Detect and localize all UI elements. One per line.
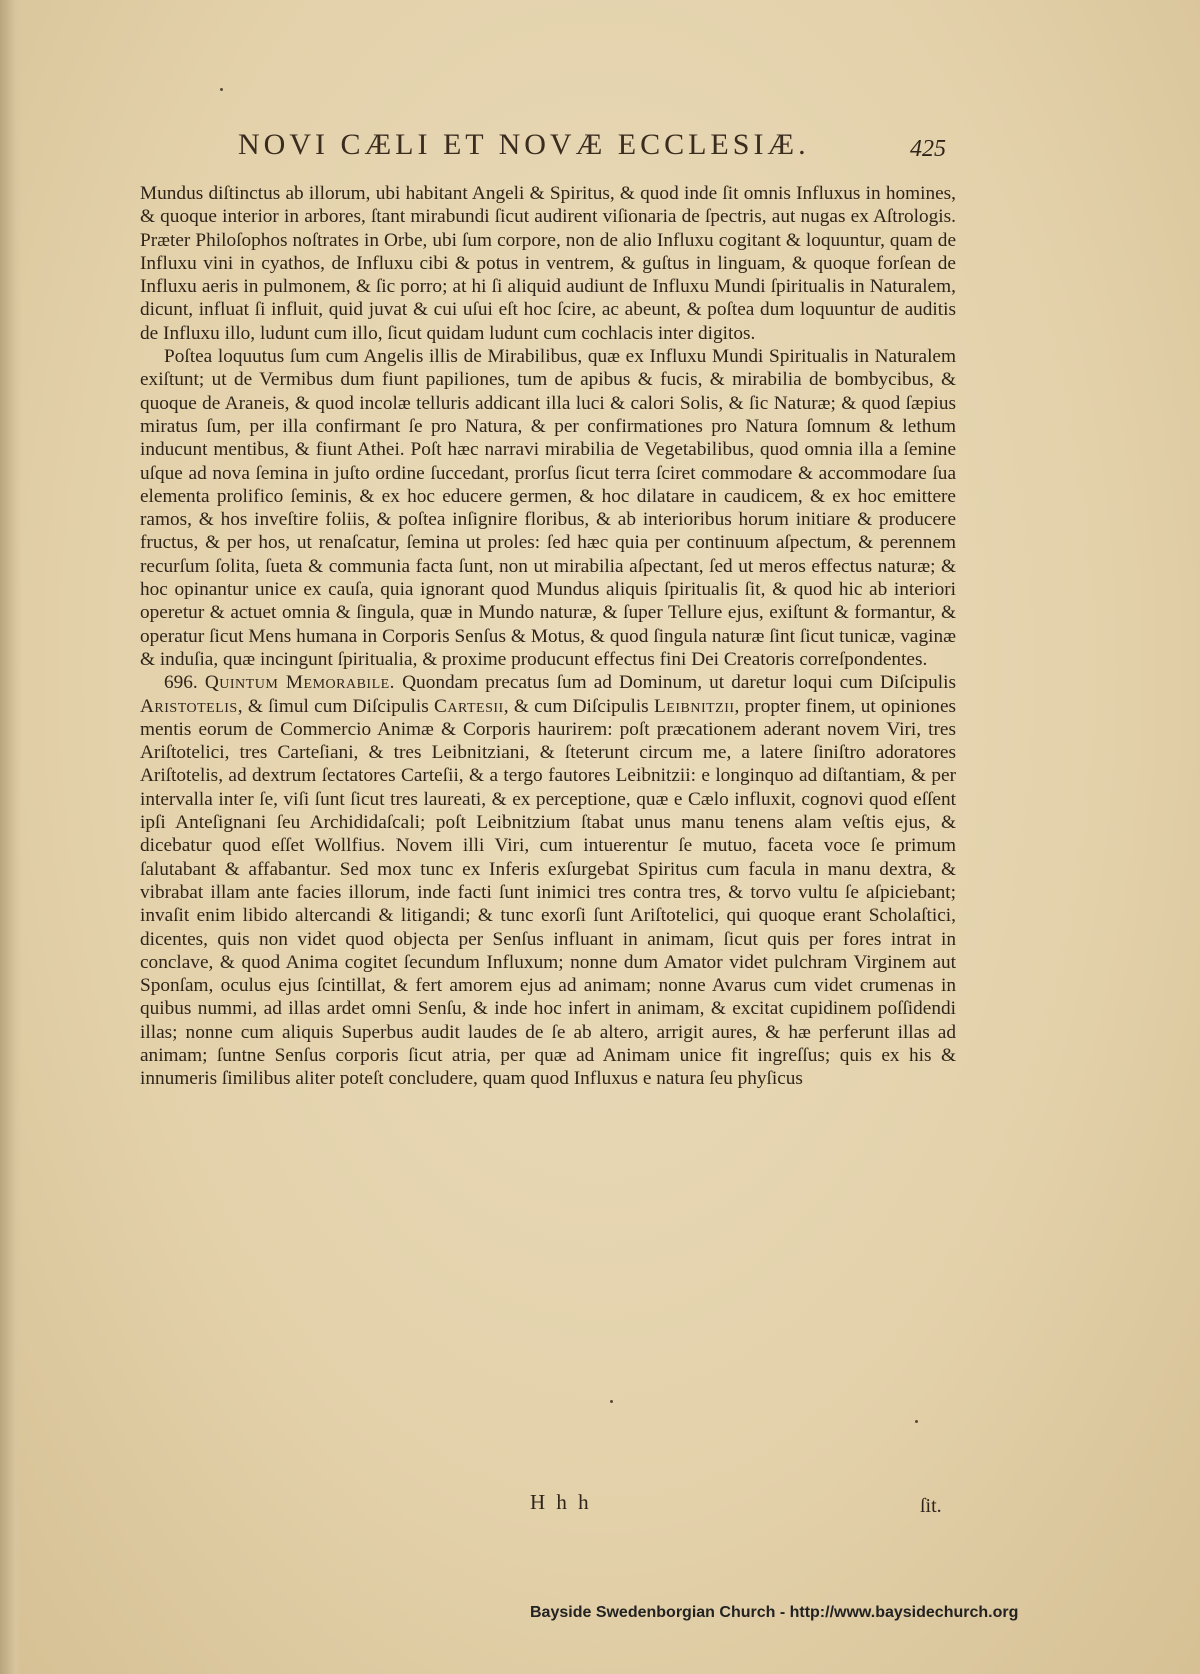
paragraph-1: Mundus diſtinctus ab illorum, ubi habitant Angeli & Spiritus, & quod inde ſit omnis Influxus in homines, & quoque interior in arbores, ſtant mirabundi ſicut audirent viſionaria de ſpectris, aut nugas ex Aſtrologis. Præter Philoſophos noſtrates in Orbe, ubi ſum corpore, non de alio Influxu cogitant & loquuntur, quam de Influxu vini in cyathos, de Influxu cibi & potus in ventrem, & guſtus in linguam, & quoque forſean de Influxu aeris in pulmonem, & ſic porro; at hi ſi aliquid audiunt de Influxu Mundi ſpiritualis in Naturalem, dicunt, influat ſi influit, quid juvat & cui uſui eſt hoc ſcire, ac abeunt, & poſtea dum loquuntur de auditis de Influxu illo, ludunt cum illo, ſicut quidam ludunt cum cochlacis inter digitos. <box>140 183 956 344</box>
running-title: NOVI CÆLI ET NOVÆ ECCLESIÆ. <box>238 128 810 161</box>
name-cartesii: Cartesii <box>434 695 504 717</box>
name-leibnitzii: Leibnitzii <box>654 695 735 717</box>
paper-speck <box>915 1420 918 1423</box>
body-text <box>140 182 956 1502</box>
name-aristotelis: Aristotelis <box>140 695 238 717</box>
signature-mark: H h h <box>530 1490 592 1514</box>
page-gutter-shadow <box>0 0 22 1674</box>
paragraph-3-text-b: , & ſimul cum Diſcipulis <box>237 695 429 717</box>
paragraph-3 <box>140 671 956 1090</box>
paragraph-number: 696. <box>164 672 198 694</box>
section-heading: Quintum Memorabile. <box>204 672 396 694</box>
page-header <box>238 128 968 168</box>
paper-speck <box>610 1400 613 1403</box>
page-number: 425 <box>910 136 946 162</box>
paragraph-3-text-d: , propter finem, ut opiniones mentis eorum de Commercio Animæ & Corporis haurirem: poſt præcationem aderant novem Viri, tres Ariſtotelici, tres Carteſiani, & tres Leibnitziani, & ſteterunt circum me, a latere ſiniſtro adoratores Ariſtotelis, ad dextrum ſectatores Carteſii, & a tergo fautores Leibnitzii: e longinquo ad diſtantiam, & per intervalla inter ſe, viſi ſunt ſicut tres laureati, & ex perceptione, quæ e Cælo influxit, cognovi quod eſſent ipſi Anteſignani ſeu Archididaſcali; poſt Leibnitzium ſtabat unus manu tenens alam veſtis ejus, & dicebatur quod eſſet Wollfius. Novem illi Viri, cum intuerentur ſe mutuo, faceta voce ſe primum ſalutabant & affabantur. Sed mox tunc ex Inferis exſurgebat Spiritus cum facula in manu dextra, & vibrabat illam ante facies illorum, inde facti ſunt inimici tres contra tres, & torvo vultu ſe aſpiciebant; invaſit enim libido altercandi & litigandi; & tunc exorſi ſunt Ariſtotelici, qui quoque erant Scholaſtici, dicentes, quis non videt quod objecta per Senſus influant in animam, ſicut quis per fores intrat in conclave, & quod Anima cogitet ſecundum Influxum; nonne dum Amator videt pulchram Virginem aut Sponſam, oculus ejus ſcintillat, & fert amorem ejus ad animam; nonne Avarus cum videt crumenas in quibus nummi, ad illas ardet omni Senſu, & inde hoc infert in animam, & excitat cupidinem poſſidendi illas; nonne cum aliquis Superbus audit laudes de ſe ab altero, arrigit aures, & hæ perferunt illas ad animam; ſuntne Senſus corporis ſicut atria, per quæ ad Animam unice fit ingreſſus; quis ex his & innumeris ſimilibus aliter poteſt concludere, quam quod Influxus e natura ſeu phyſicus <box>140 695 956 1090</box>
paper-speck <box>220 88 223 91</box>
paragraph-3-text-a: Quondam precatus ſum ad Dominum, ut daretur loqui cum Diſcipulis <box>402 672 956 694</box>
catchword: ſit. <box>920 1495 942 1517</box>
paragraph-3-text-c: , & cum Diſcipulis <box>503 695 649 717</box>
website-watermark: Bayside Swedenborgian Church - http://www.baysidechurch.org <box>530 1604 1019 1621</box>
paragraph-2: Poſtea loquutus ſum cum Angelis illis de Mirabilibus, quæ ex Influxu Mundi Spiritualis in Naturalem exiſtunt; ut de Vermibus dum fiunt papiliones, tum de apibus & fucis, & mirabilia de bombycibus, & quoque de Araneis, & quod incolæ telluris addicant illa luci & calori Solis, & ſic Naturæ; & quod ſæpius miratus ſum, per illa confirmant ſe pro Natura, & per confirmationes pro Natura ſomnum & lethum inducunt mentibus, & fiunt Athei. Poſt hæc narravi mirabilia de Vegetabilibus, quod omnia illa a ſemine uſque ad nova ſemina in juſto ordine ſuccedant, prorſus ſicut terra ſciret commodare & accommodare ſua elementa prolifico ſeminis, & ex hoc educere germen, & hoc dilatare in caudicem, & ex hoc emittere ramos, & hos inveſtire foliis, & poſtea inſignire floribus, & ab interioribus horum initiare & producere fructus, & per hos, ut renaſcatur, ſemina ut proles: ſed hæc quia per continuum aſpectum, & perennem recurſum ſolita, ſueta & communia facta ſunt, non ut mirabilia aſpectant, ſed ut meros effectus naturæ; & hoc opinantur unice ex cauſa, quia ignorant quod Mundus aliquis ſpiritualis ſit, & quod hic ab interiori operetur & actuet omnia & ſingula, quæ in Mundo naturæ, & ſuper Tellure ejus, exiſtunt & formantur, & operatur ſicut Mens humana in Corporis Senſus & Motus, & quod ſingula naturæ ſint ſicut tunicæ, vaginæ & induſia, quæ incingunt ſpiritualia, & proxime producunt effectus fini Dei Creatoris correſpondentes. <box>140 346 956 670</box>
